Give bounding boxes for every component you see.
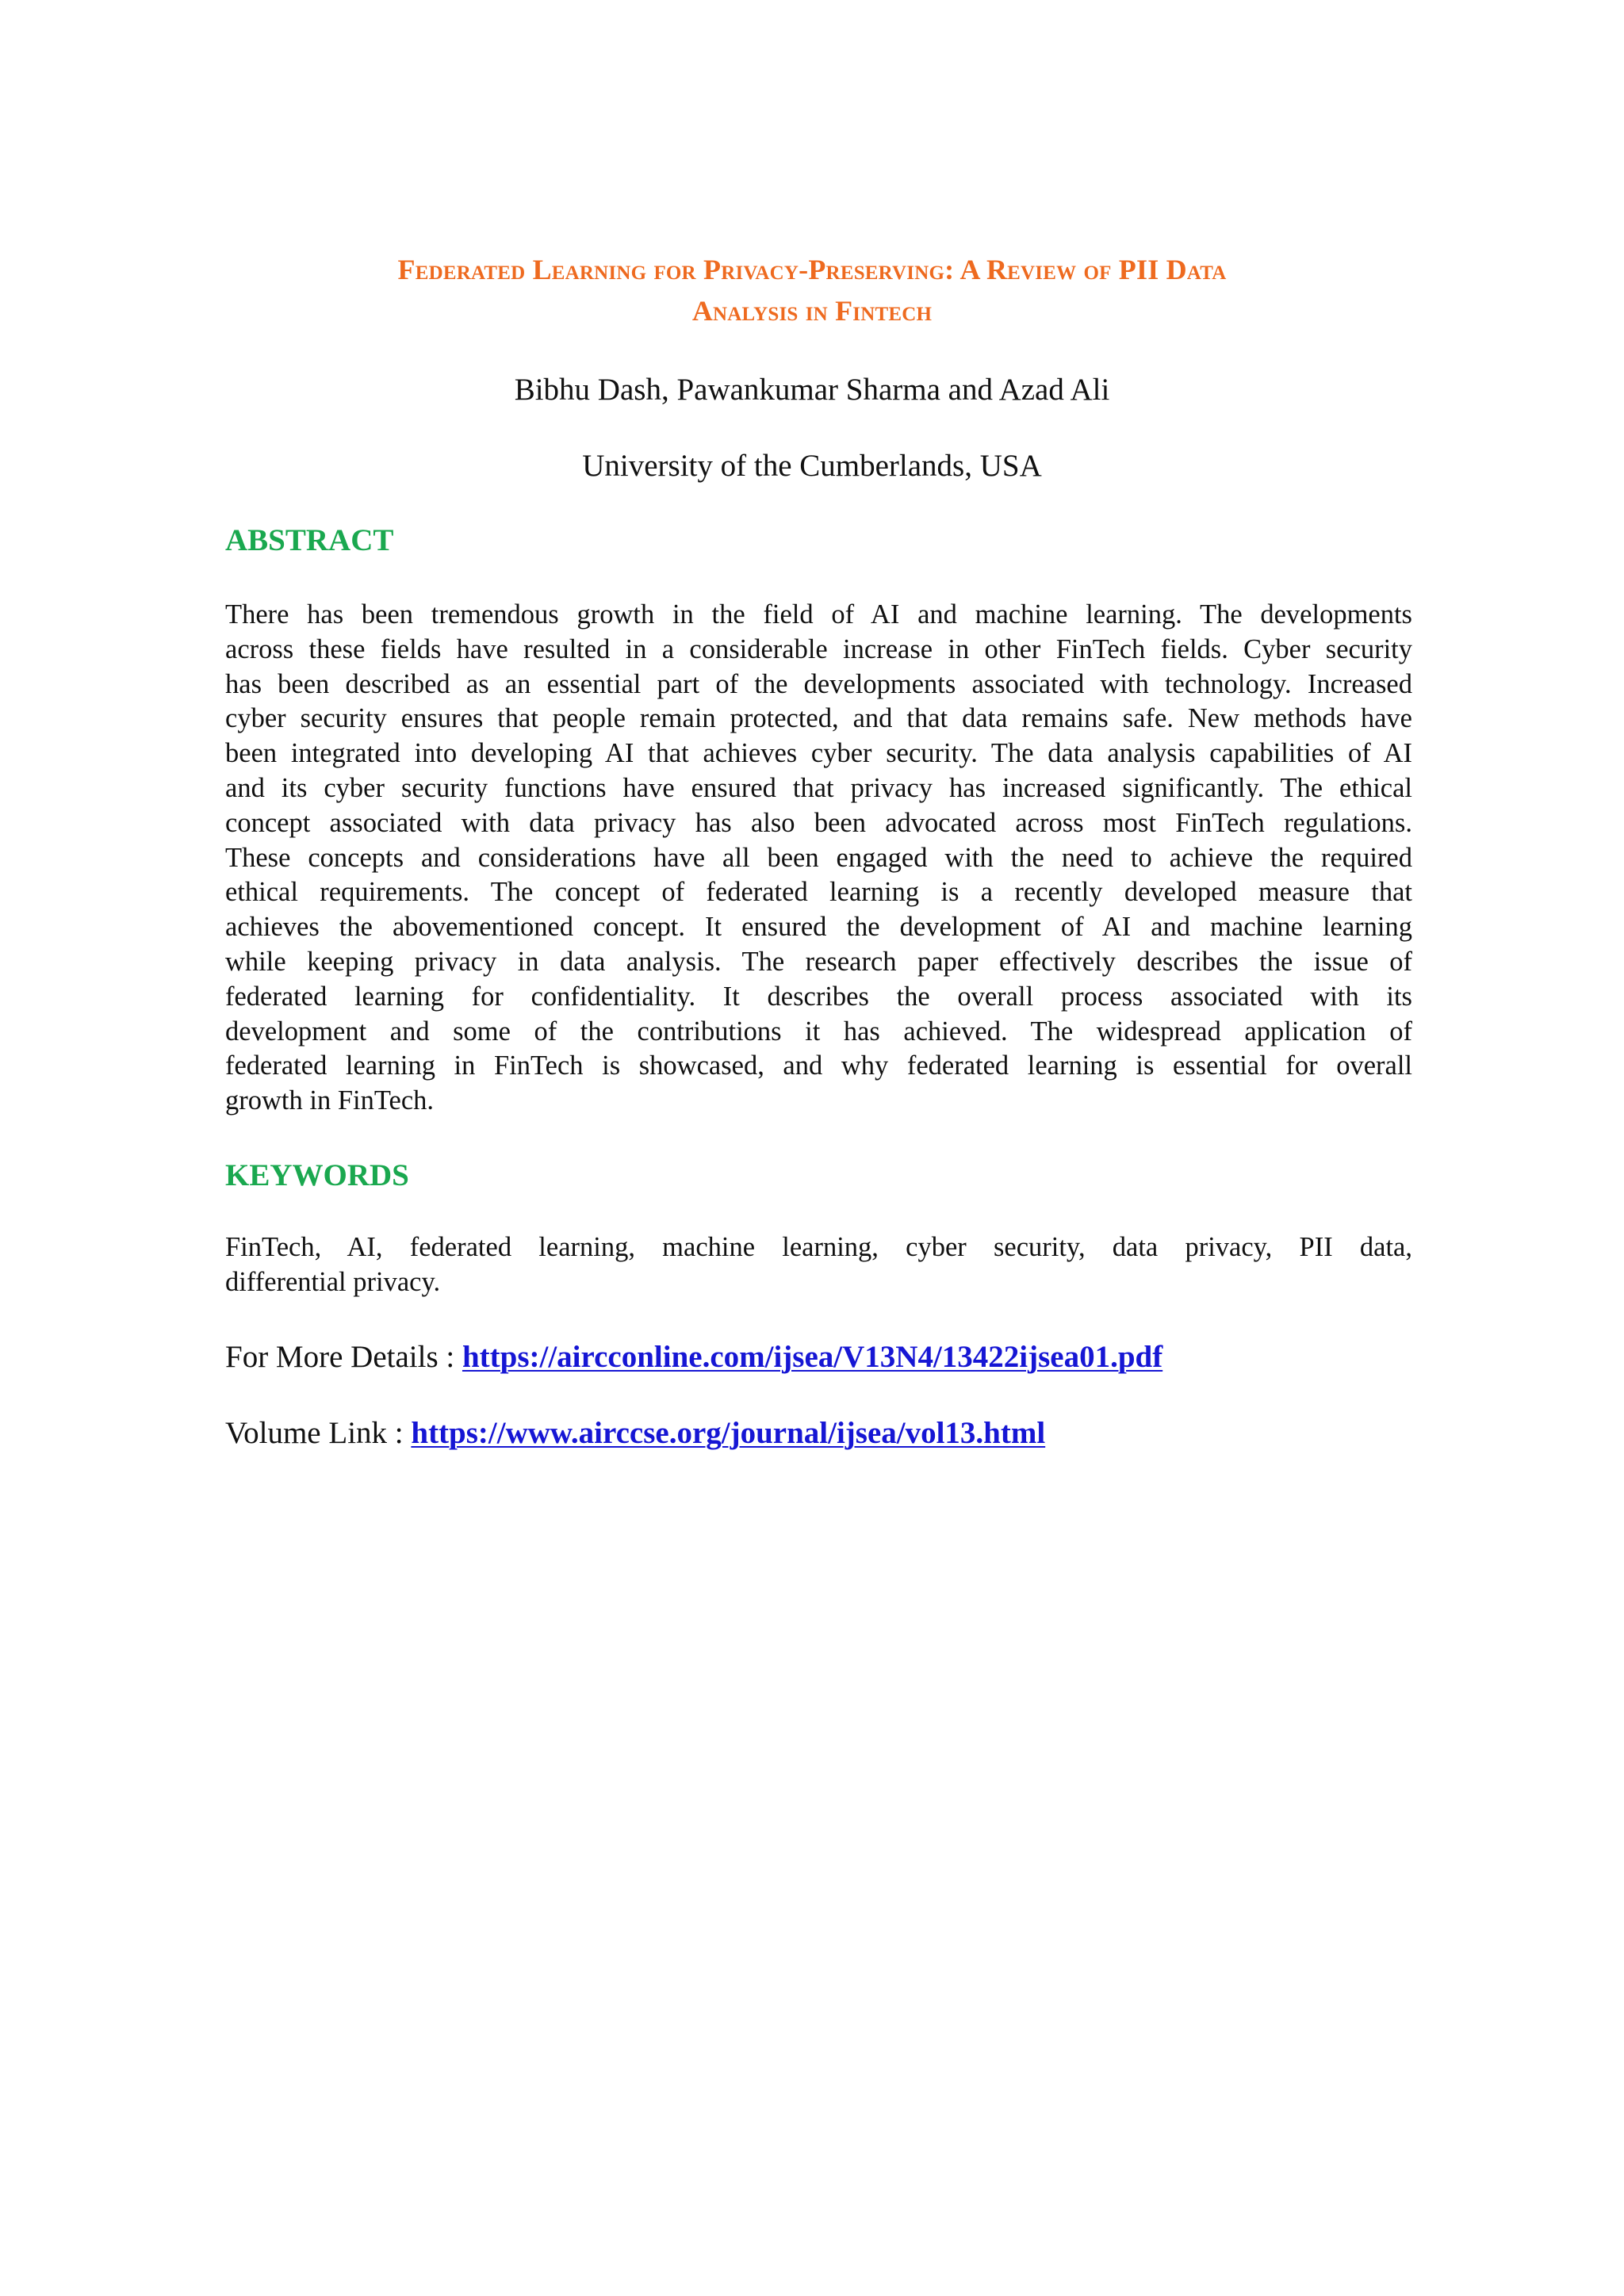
keywords-line: differential privacy. <box>225 1266 441 1297</box>
abstract-line: development and some of the contributions it has achieved. The widespread application of <box>225 1016 1412 1047</box>
abstract-line: and its cyber security functions have ensured that privacy has increased significantly. The ethical <box>225 772 1412 803</box>
abstract-line: ethical requirements. The concept of federated learning is a recently developed measure that <box>225 877 1412 908</box>
abstract-line: has been described as an essential part of the developments associated with technology. Increased <box>225 668 1412 699</box>
paper-affiliation: University of the Cumberlands, USA <box>582 449 1042 483</box>
abstract-line: across these fields have resulted in a considerable increase in other FinTech fields. Cyber security <box>225 633 1412 664</box>
volume-link-row <box>225 1413 1045 1454</box>
abstract-line: achieves the abovementioned concept. It ensured the development of AI and machine learning <box>225 912 1412 943</box>
abstract-line: There has been tremendous growth in the field of AI and machine learning. The developments <box>225 599 1412 629</box>
abstract-line: These concepts and considerations have all been engaged with the need to achieve the required <box>225 842 1412 873</box>
abstract-line: federated learning for confidentiality. It describes the overall process associated with its <box>225 981 1412 1012</box>
keywords-heading: KEYWORDS <box>225 1158 409 1192</box>
abstract-line: been integrated into developing AI that achieves cyber security. The data analysis capabilities of AI <box>225 738 1412 769</box>
paper-title-line-1: Federated Learning for Privacy-Preserving: A Review of PII Data <box>397 254 1227 285</box>
keywords-line: FinTech, AI, federated learning, machine learning, cyber security, data privacy, PII data, <box>225 1232 1412 1262</box>
abstract-line: cyber security ensures that people remain protected, and that data remains safe. New methods have <box>225 703 1412 734</box>
details-link-row <box>225 1337 1162 1378</box>
abstract-line: while keeping privacy in data analysis. The research paper effectively describes the issue of <box>225 946 1412 977</box>
paper-authors: Bibhu Dash, Pawankumar Sharma and Azad Ali <box>514 373 1110 407</box>
volume-label: Volume Link : <box>225 1416 412 1450</box>
abstract-body <box>225 598 1412 1119</box>
abstract-line: growth in FinTech. <box>225 1085 435 1116</box>
paper-title <box>198 249 1426 331</box>
volume-link[interactable]: https://www.airccse.org/journal/ijsea/vol13.html <box>411 1416 1046 1450</box>
abstract-line: concept associated with data privacy has also been advocated across most FinTech regulations. <box>225 807 1412 838</box>
details-label: For More Details : <box>225 1340 462 1374</box>
details-link[interactable]: https://aircconline.com/ijsea/V13N4/13422ijsea01.pdf <box>462 1340 1163 1374</box>
abstract-heading: ABSTRACT <box>225 523 394 557</box>
paper-title-line-2: Analysis in Fintech <box>691 295 933 327</box>
abstract-line: federated learning in FinTech is showcased, and why federated learning is essential for overall <box>225 1050 1412 1081</box>
keywords-body <box>225 1230 1412 1300</box>
